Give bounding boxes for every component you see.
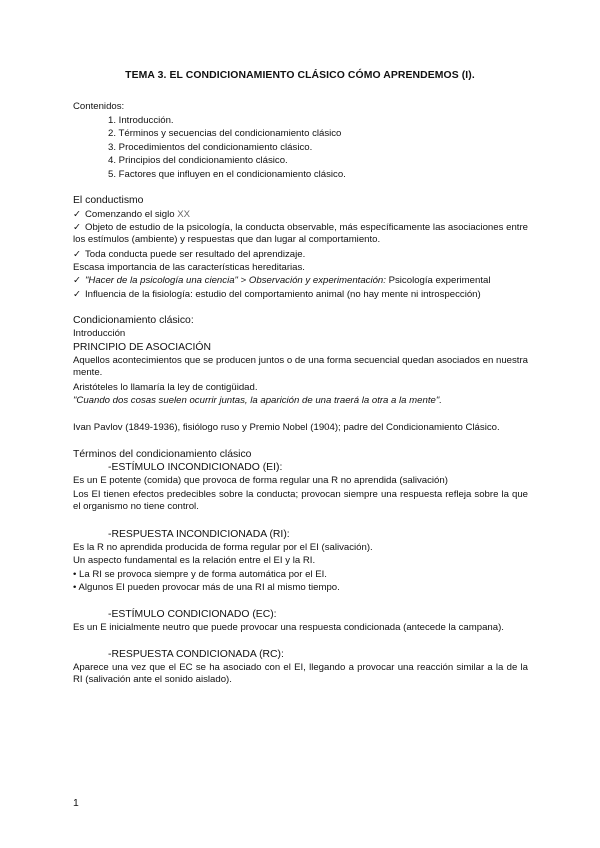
principio-heading: PRINCIPIO DE ASOCIACIÓN bbox=[73, 342, 211, 353]
ei-text-1: Es un E potente (comida) que provoca de forma regular una R no aprendida (salivación) bbox=[73, 475, 448, 486]
conductismo-line-3: ✓ Toda conducta puede ser resultado del aprendizaje. bbox=[73, 249, 306, 260]
contents-item-2: 2. Términos y secuencias del condicionamiento clásico bbox=[108, 128, 342, 139]
conductismo-line-5: ✓ "Hacer de la psicología una ciencia" > Observación y experimentación: Psicología experimental bbox=[73, 275, 491, 286]
conductismo-heading: El conductismo bbox=[73, 195, 144, 206]
contents-heading: Contenidos: bbox=[73, 101, 125, 112]
ei-text-2: Los EI tienen efectos predecibles sobre la conducta; provocan siempre una respuesta refleja sobre la que el organismo no tiene control. bbox=[73, 489, 528, 512]
contents-item-4: 4. Principios del condicionamiento clásico. bbox=[108, 155, 288, 166]
aristoteles-text: Aristóteles lo llamaría la ley de contigüidad. bbox=[73, 382, 258, 393]
clasico-heading: Condicionamiento clásico: bbox=[73, 315, 194, 326]
clasico-subheading: Introducción bbox=[73, 328, 126, 339]
contiguity-quote: "Cuando dos cosas suelen ocurrir juntas, la aparición de una traerá la otra a la mente". bbox=[73, 395, 442, 406]
contents-item-3: 3. Procedimientos del condicionamiento clásico. bbox=[108, 142, 313, 153]
check-icon: ✓ bbox=[73, 289, 82, 300]
ri-text-2: Un aspecto fundamental es la relación entre el EI y la RI. bbox=[73, 555, 316, 566]
conductismo-line-1: ✓ Comenzando el siglo XX bbox=[73, 209, 191, 220]
ri-heading: -RESPUESTA INCONDICIONADA (RI): bbox=[108, 529, 290, 540]
ri-text-4: • Algunos EI pueden provocar más de una RI al mismo tiempo. bbox=[73, 582, 340, 593]
contents-item-5: 5. Factores que influyen en el condicionamiento clásico. bbox=[108, 169, 346, 180]
ri-text-1: Es la R no aprendida producida de forma regular por el EI (salivación). bbox=[73, 542, 373, 553]
principio-text: Aquellos acontecimientos que se producen juntos o de una forma secuencial quedan asociados en nuestra mente. bbox=[73, 355, 528, 378]
conductismo-line-4: Escasa importancia de las características hereditarias. bbox=[73, 262, 305, 273]
ec-text-1: Es un E inicialmente neutro que puede provocar una respuesta condicionada (antecede la campana). bbox=[73, 622, 504, 633]
document-title: TEMA 3. EL CONDICIONAMIENTO CLÁSICO CÓMO APRENDEMOS (I). bbox=[125, 70, 475, 81]
page-number: 1 bbox=[73, 798, 79, 809]
check-icon: ✓ bbox=[73, 222, 82, 233]
conductismo-line-6: ✓ Influencia de la fisiología: estudio del comportamiento animal (no hay mente ni introspección) bbox=[73, 289, 481, 300]
terminos-heading: Términos del condicionamiento clásico bbox=[73, 449, 252, 460]
pavlov-text: Ivan Pavlov (1849-1936), fisiólogo ruso y Premio Nobel (1904); padre del Condicionamiento Clásico. bbox=[73, 422, 500, 433]
ec-heading: -ESTÍMULO CONDICIONADO (EC): bbox=[108, 609, 277, 620]
check-icon: ✓ bbox=[73, 209, 82, 220]
check-icon: ✓ bbox=[73, 249, 82, 260]
contents-item-1: 1. Introducción. bbox=[108, 115, 174, 126]
check-icon: ✓ bbox=[73, 275, 82, 286]
rc-text-1: Aparece una vez que el EC se ha asociado con el EI, llegando a provocar una reacción similar a la de la RI (salivación ante el sonido aislado). bbox=[73, 662, 528, 685]
rc-heading: -RESPUESTA CONDICIONADA (RC): bbox=[108, 649, 284, 660]
ri-text-3: • La RI se provoca siempre y de forma automática por el EI. bbox=[73, 569, 327, 580]
conductismo-line-2: ✓ Objeto de estudio de la psicología, la conducta observable, más específicamente las asociaciones entre los estímulos (ambiente) y respuestas que dan lugar al comportamiento. bbox=[73, 222, 528, 245]
ei-heading: -ESTÍMULO INCONDICIONADO (EI): bbox=[108, 462, 283, 473]
